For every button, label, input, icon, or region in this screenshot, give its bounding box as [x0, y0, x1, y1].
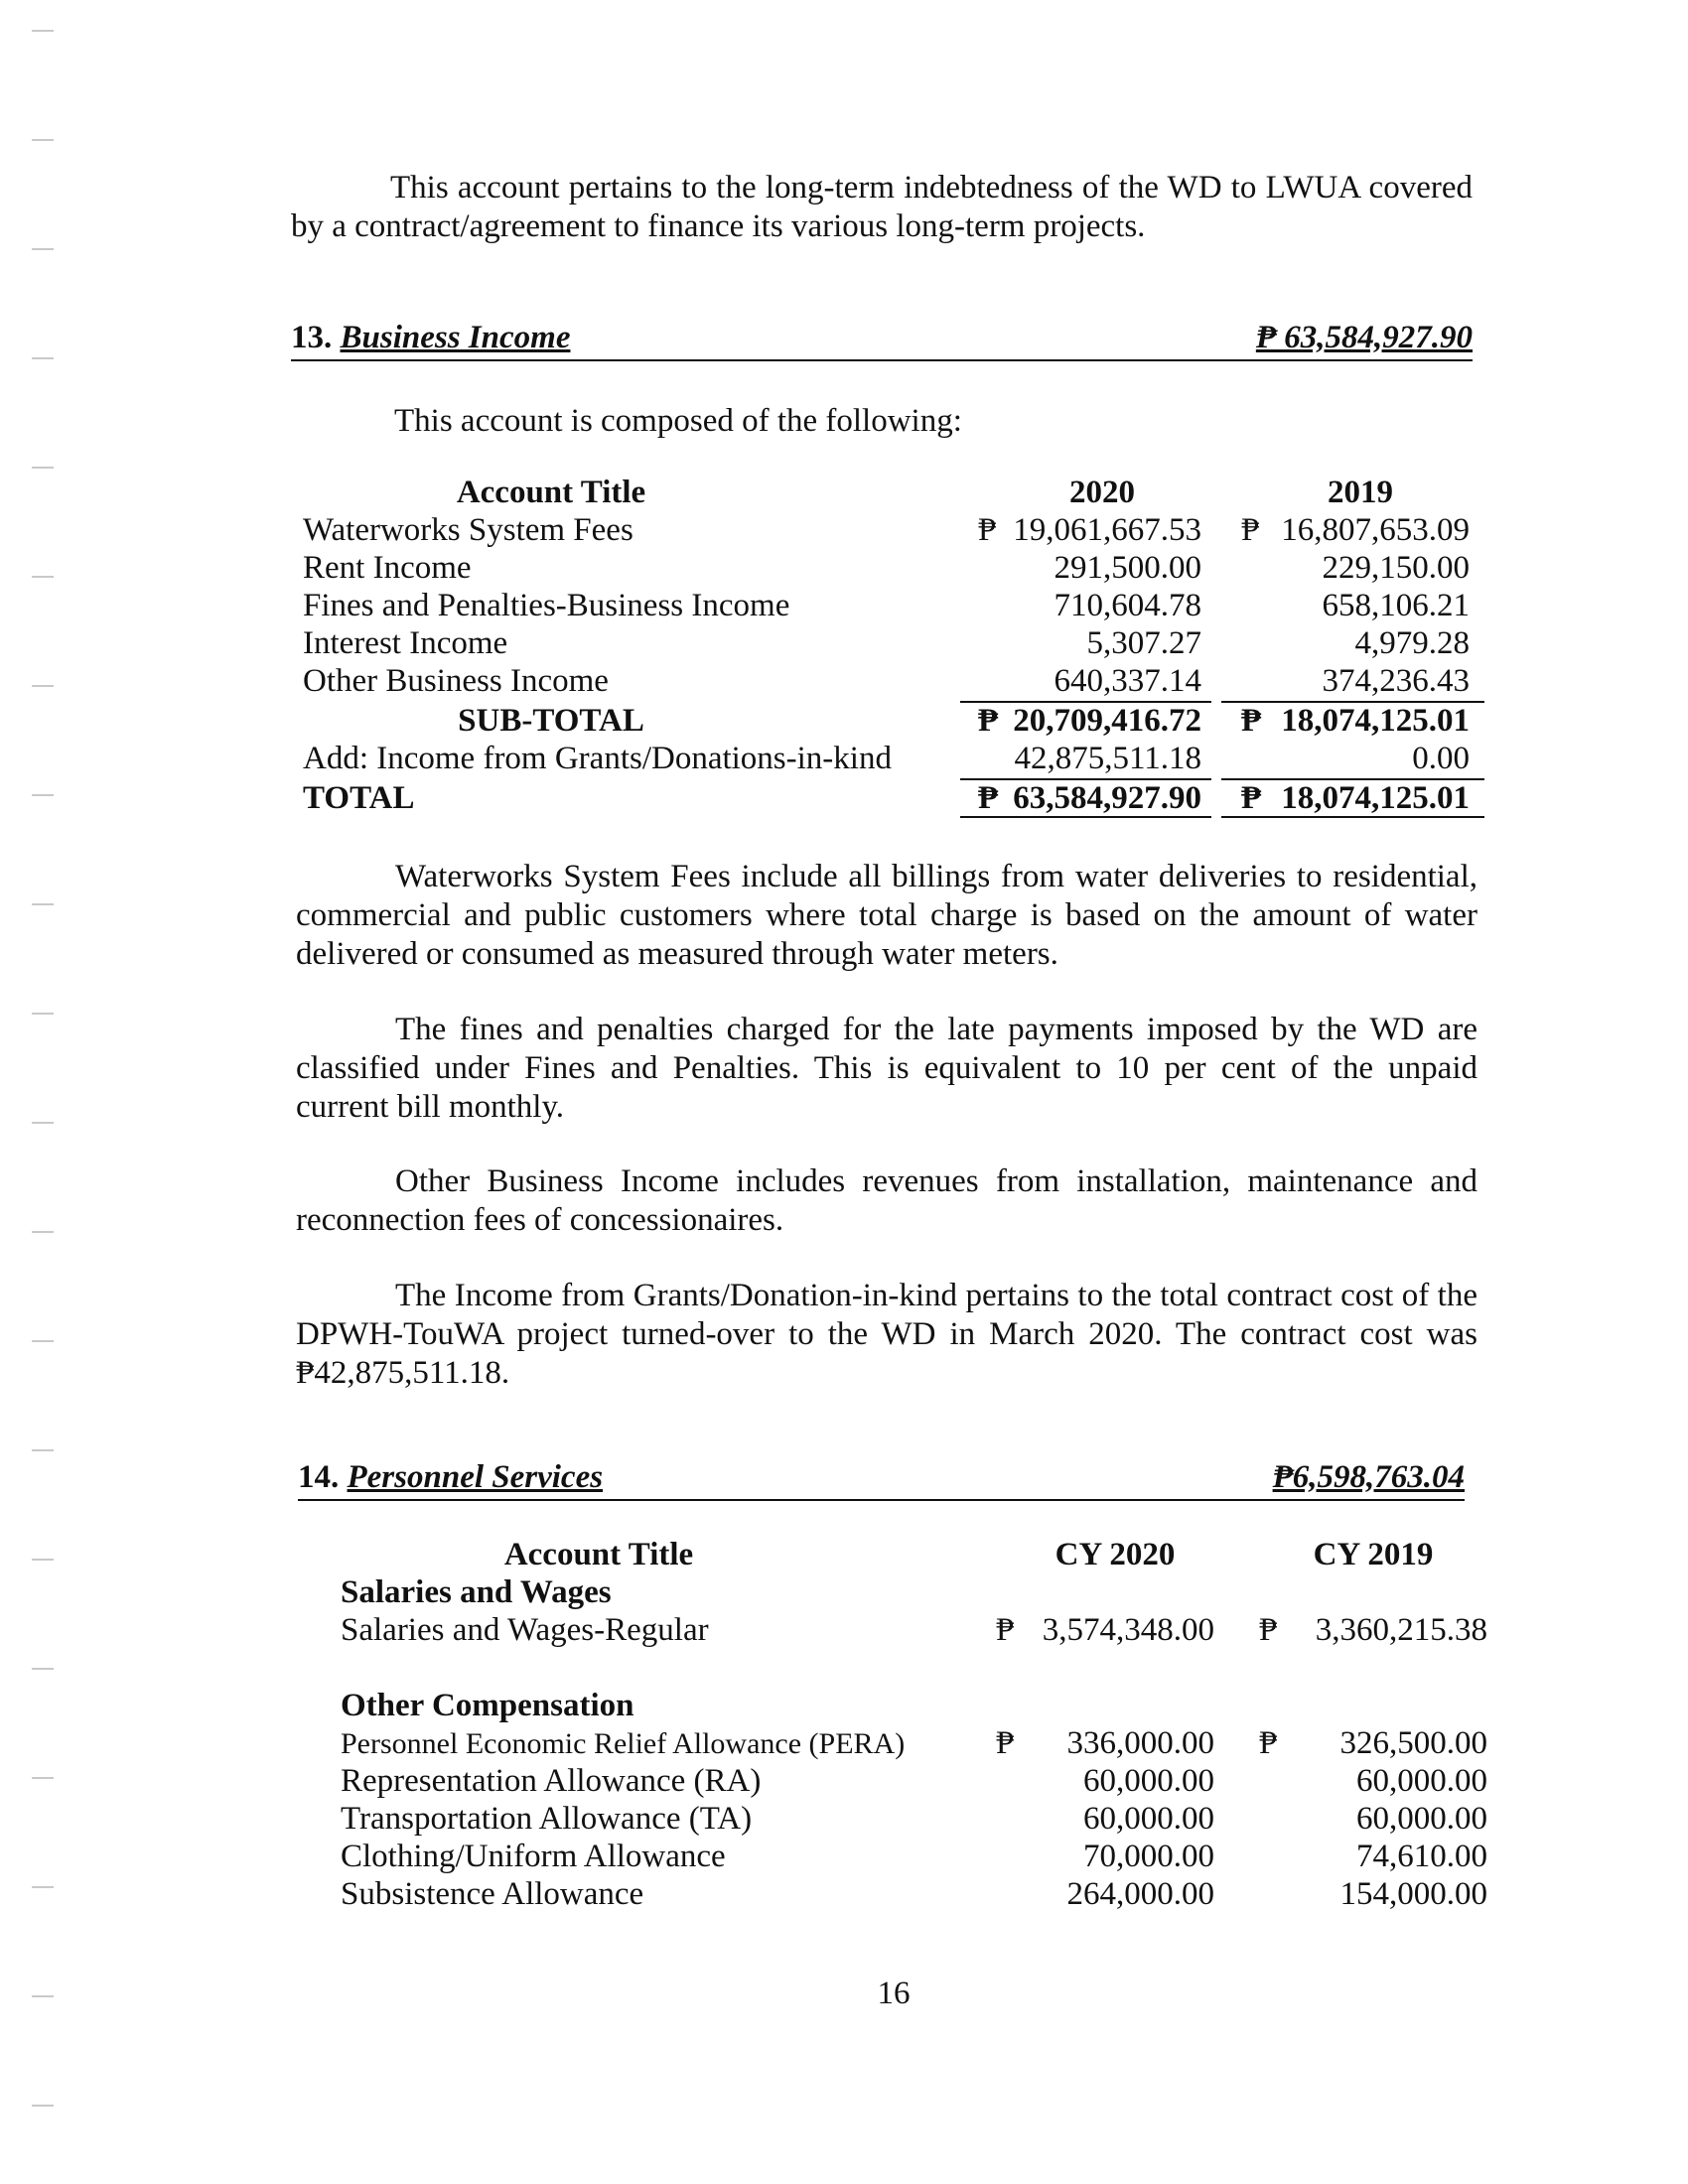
peso-sign: ₱: [1241, 703, 1262, 739]
value-cy2019: 3,360,215.38: [1315, 1612, 1487, 1648]
paragraph-other-business-income: Other Business Income includes revenues from installation, maintenance and reconnection fees of concessionaires.: [296, 1163, 1477, 1238]
scan-edge-mark: [32, 248, 54, 250]
row-label: Salaries and Wages-Regular: [341, 1612, 709, 1648]
scan-edge-mark: [32, 685, 54, 687]
scan-edge-mark: [32, 1449, 54, 1451]
table-row: [341, 1839, 1492, 1876]
row-label: Fines and Penalties-Business Income: [303, 588, 790, 623]
peso-sign: ₱: [978, 703, 999, 739]
row-label: Other Business Income: [303, 663, 609, 699]
subtotal-row: [303, 703, 1484, 741]
scan-edge-mark: [32, 467, 54, 469]
section-13-title: Business Income: [340, 320, 571, 355]
scan-edge-mark: [32, 1231, 54, 1233]
value-2019: 16,807,653.09: [1281, 512, 1470, 548]
col-header-cy2019: CY 2019: [1313, 1537, 1434, 1572]
value-2020: 5,307.27: [1086, 625, 1201, 661]
group-heading-other-compensation: [341, 1688, 1492, 1725]
scan-edge-mark: [32, 139, 54, 141]
row-label: Representation Allowance (RA): [341, 1763, 762, 1799]
scan-edge-mark: [32, 903, 54, 905]
row-label: Clothing/Uniform Allowance: [341, 1839, 726, 1874]
row-label: Rent Income: [303, 550, 472, 586]
total-2020: 63,584,927.90: [1013, 780, 1201, 816]
row-label: Add: Income from Grants/Donations-in-kind: [303, 741, 892, 776]
scan-edge-mark: [32, 1559, 54, 1561]
table-row: [303, 741, 1484, 778]
value-2020: 710,604.78: [1054, 588, 1201, 623]
section-13-amount: ₱ 63,584,927.90: [1255, 320, 1473, 355]
peso-sign: ₱: [978, 780, 999, 816]
col-header-account-title: Account Title: [456, 475, 646, 510]
value-2020: 291,500.00: [1054, 550, 1201, 586]
col-header-2019: 2019: [1328, 475, 1393, 510]
peso-sign: ₱: [996, 1725, 1015, 1761]
paragraph-grants-donations: The Income from Grants/Donation-in-kind pertains to the total contract cost of the DPWH-TouWA project turned-over to the WD in March 2020. The contract cost was ₱42,875,511.18.: [296, 1278, 1477, 1391]
scan-edge-mark: [32, 357, 54, 359]
row-label: Waterworks System Fees: [303, 512, 633, 548]
subtotal-2019: 18,074,125.01: [1281, 703, 1470, 739]
value-2019: 658,106.21: [1322, 588, 1470, 623]
scan-edge-mark: [32, 30, 54, 32]
scan-edge-mark: [32, 1995, 54, 1997]
scan-edge-mark: [32, 794, 54, 796]
peso-sign: ₱: [1259, 1725, 1278, 1761]
group-label: Other Compensation: [341, 1688, 634, 1723]
value-cy2019: 60,000.00: [1356, 1801, 1487, 1837]
table-header-row: [303, 475, 1484, 512]
value-cy2020: 264,000.00: [1066, 1876, 1214, 1912]
row-label: Personnel Economic Relief Allowance (PERA): [341, 1727, 906, 1760]
scan-edge-mark: [32, 1886, 54, 1888]
table-row: [303, 625, 1484, 663]
table-row: [303, 550, 1484, 588]
peso-sign: ₱: [996, 1612, 1015, 1648]
scan-edge-mark: [32, 1668, 54, 1670]
subtotal-label: SUB-TOTAL: [458, 703, 644, 739]
scan-edge-mark: [32, 1122, 54, 1124]
scan-edge-mark: [32, 1013, 54, 1015]
value-cy2019: 326,500.00: [1339, 1725, 1487, 1761]
col-header-account-title: Account Title: [503, 1537, 694, 1572]
paragraph-fines-penalties: The fines and penalties charged for the late payments imposed by the WD are classified under Fines and Penalties. This is equivalent to 10 per cent of the unpaid current bill monthly.: [296, 1012, 1477, 1125]
table-row: [341, 1763, 1492, 1801]
table-header-row: [341, 1537, 1492, 1574]
scan-edge-mark: [32, 1777, 54, 1779]
table-row: [303, 512, 1484, 550]
table-row: [303, 663, 1484, 701]
row-label: Interest Income: [303, 625, 508, 661]
section-14-heading: [298, 1459, 1465, 1501]
paragraph-waterworks-fees: Waterworks System Fees include all billings from water deliveries to residential, commercial and public customers where total charge is based on the amount of water delivered or consumed as measured through water meters.: [296, 859, 1477, 972]
value-cy2020: 60,000.00: [1083, 1801, 1214, 1837]
total-bottom-rule-2020: [960, 816, 1211, 818]
peso-sign: ₱: [1241, 780, 1262, 816]
total-2019: 18,074,125.01: [1281, 780, 1470, 816]
table-row: [303, 588, 1484, 625]
group-heading-salaries: [341, 1574, 1492, 1612]
table-row: [341, 1725, 1492, 1763]
page-number: 16: [877, 1976, 911, 2011]
group-label: Salaries and Wages: [341, 1574, 612, 1610]
scan-edge-mark: [32, 1340, 54, 1342]
section-14-heading-text: 14. Personnel Services: [298, 1459, 604, 1495]
section-14-title: Personnel Services: [347, 1459, 604, 1495]
intro-paragraph: This account pertains to the long-term indebtedness of the WD to LWUA covered by a contract/agreement to finance its various long-term projects.: [291, 170, 1473, 244]
section-13-lead: This account is composed of the following:: [394, 403, 962, 439]
value-cy2020: 70,000.00: [1083, 1839, 1214, 1874]
value-cy2020: 60,000.00: [1083, 1763, 1214, 1799]
section-14-amount: ₱6,598,763.04: [1272, 1459, 1465, 1495]
table-row: [341, 1612, 1492, 1650]
value-cy2019: 74,610.00: [1356, 1839, 1487, 1874]
scan-edge-mark: [32, 2105, 54, 2107]
value-2020: 640,337.14: [1054, 663, 1201, 699]
value-2019: 374,236.43: [1322, 663, 1470, 699]
value-2019: 0.00: [1412, 741, 1470, 776]
total-row: [303, 780, 1484, 818]
value-2020: 42,875,511.18: [1014, 741, 1201, 776]
value-cy2020: 336,000.00: [1066, 1725, 1214, 1761]
scan-edge-mark: [32, 576, 54, 578]
total-bottom-rule-2019: [1221, 816, 1484, 818]
personnel-services-table: [341, 1537, 1492, 1924]
section-13-heading: [291, 320, 1473, 361]
peso-sign: ₱: [978, 512, 997, 548]
table-row: [341, 1876, 1492, 1914]
value-2020: 19,061,667.53: [1013, 512, 1201, 548]
col-header-2020: 2020: [1069, 475, 1135, 510]
col-header-cy2020: CY 2020: [1055, 1537, 1176, 1572]
value-cy2020: 3,574,348.00: [1042, 1612, 1214, 1648]
value-cy2019: 154,000.00: [1339, 1876, 1487, 1912]
row-label: Subsistence Allowance: [341, 1876, 644, 1912]
subtotal-2020: 20,709,416.72: [1013, 703, 1201, 739]
value-2019: 229,150.00: [1322, 550, 1470, 586]
row-label: Transportation Allowance (TA): [341, 1801, 753, 1837]
peso-sign: ₱: [1241, 512, 1260, 548]
section-13-heading-text: 13. Business Income: [291, 320, 571, 355]
value-2019: 4,979.28: [1354, 625, 1470, 661]
total-label: TOTAL: [303, 780, 415, 816]
value-cy2019: 60,000.00: [1356, 1763, 1487, 1799]
business-income-table: [303, 475, 1484, 822]
table-row: [341, 1801, 1492, 1839]
peso-sign: ₱: [1259, 1612, 1278, 1648]
